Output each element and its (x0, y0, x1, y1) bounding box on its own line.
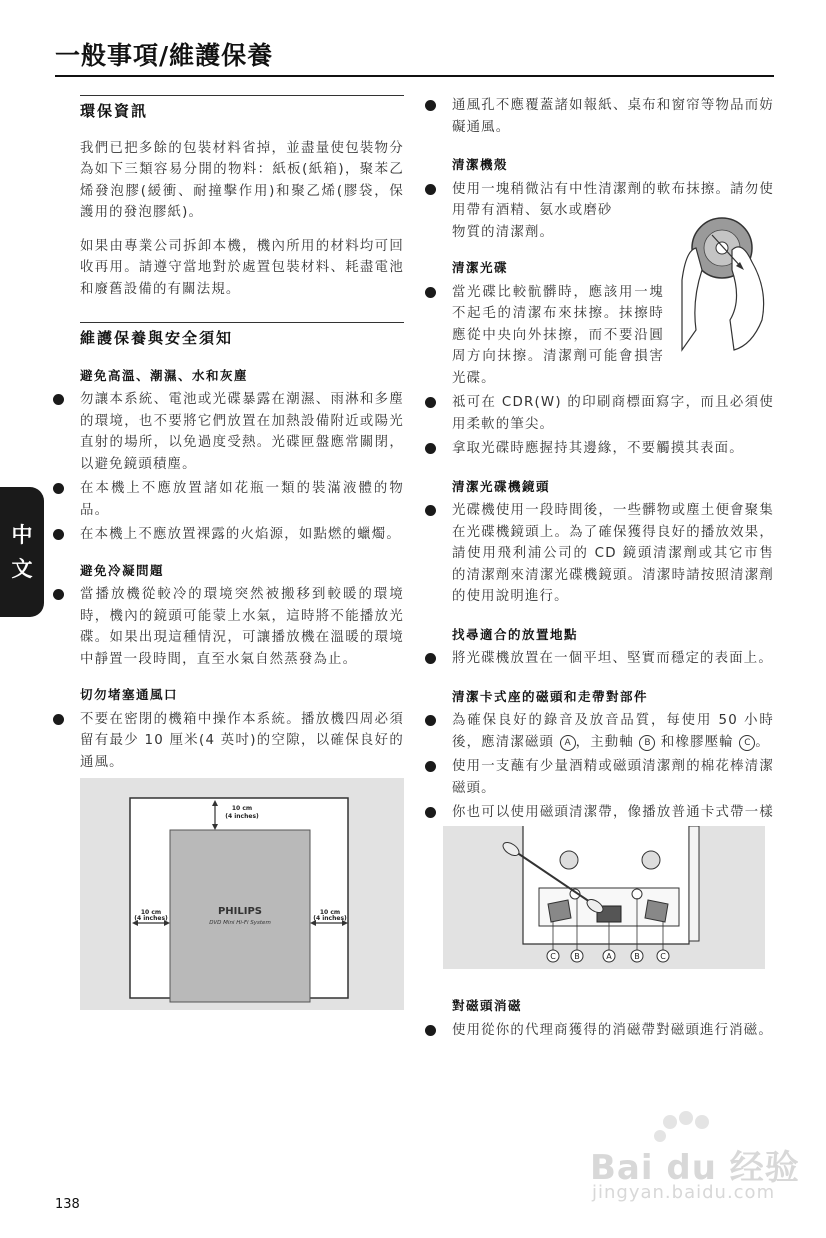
language-char-2: 文 (11, 557, 33, 581)
placement-text: 將光碟機放置在一個平坦、堅實而穩定的表面上。 (452, 651, 773, 666)
bullet-icon (425, 397, 436, 408)
case-text-2: 物質的清潔劑。 (452, 224, 555, 240)
left-gap-label: 10 cm (140, 909, 162, 916)
list-item (452, 648, 774, 670)
edge-text: 拿取光碟時應握持其邊緣，不要觸摸其表面。 (452, 441, 744, 456)
cdrw-text: 祗可在 CDR(W) 的印刷商標面寫字，而且必須使用柔軟的筆尖。 (452, 395, 774, 432)
bullet-icon (53, 529, 64, 540)
bullet-icon (53, 714, 64, 725)
bullet-icon (425, 653, 436, 664)
disc-cleaning-illustration (672, 210, 774, 362)
disc-text: 當光碟比較骯髒時，應該用一塊不起毛的清潔布來抹擦。抹擦時應從中央向外抹擦，而不要沿圓周方向抹擦。清潔劑可能會損害光碟。 (452, 284, 664, 386)
brand-logo: PHILIPS (217, 906, 263, 917)
tape-deck-diagram (443, 826, 765, 969)
roller-c-icon: C (739, 735, 755, 751)
top-gap-label: 10 cm (231, 805, 253, 812)
model-label: DVD Mini Hi-Fi System (209, 920, 271, 926)
demag-text: 使用從你的代理商獲得的消磁帶對磁頭進行消磁。 (452, 1022, 773, 1038)
capstan-right-icon (632, 889, 642, 899)
swab-text: 使用一支蘸有少量酒精或磁頭清潔劑的棉花棒清潔磁頭。 (452, 759, 774, 796)
list-item (80, 389, 404, 475)
right-gap-label-inches: (4 inches) (313, 915, 347, 922)
heat-subheading: 避免高溫、潮濕、水和灰塵 (80, 367, 249, 383)
page-title: 一般事項/維護保養 (55, 41, 274, 70)
ventilation-diagram (80, 778, 404, 1010)
case-subheading: 清潔機殼 (452, 157, 509, 172)
cleaning-tape-text: 你也可以使用磁頭清潔帶，像播放普通卡式帶一樣 (452, 805, 774, 820)
bullet-icon (53, 589, 64, 600)
bullet-icon (425, 1025, 436, 1036)
pinch-roller-right-icon (645, 900, 668, 922)
vent-cover-text: 通風孔不應覆蓋諸如報紙、桌布和窗帘等物品而妨礙通風。 (452, 98, 774, 135)
list-item (80, 524, 404, 546)
list-item (452, 500, 774, 608)
title-rule (55, 75, 774, 77)
list-item (452, 392, 774, 435)
right-spindle-icon (642, 851, 660, 869)
capstan-b-icon: B (639, 735, 655, 751)
ventilation-figure (80, 778, 404, 1010)
list-item (452, 282, 664, 390)
bullet-icon (425, 443, 436, 454)
tape-text-c: 和橡膠壓輪 (660, 734, 734, 750)
list-item (452, 710, 774, 753)
deck-door (689, 826, 699, 941)
tape-label: A (606, 952, 612, 961)
tape-subheading: 清潔卡式座的磁頭和走帶對部件 (452, 688, 649, 704)
bullet-icon (425, 505, 436, 516)
placement-subheading: 找尋適合的放置地點 (452, 626, 579, 642)
watermark-text: Bai du 经验 (590, 1148, 800, 1188)
language-char-1: 中 (11, 523, 33, 547)
bullet-icon (425, 807, 436, 818)
list-item (80, 478, 404, 521)
top-gap-label-inches: (4 inches) (225, 813, 259, 820)
hand-disc-drawing (672, 210, 774, 362)
tape-label: C (660, 952, 666, 961)
list-item (452, 95, 774, 138)
right-column (452, 95, 774, 848)
demag-subheading: 對磁頭消磁 (452, 998, 523, 1013)
list-item (452, 756, 774, 799)
disc-subheading: 清潔光碟 (452, 260, 509, 275)
case-text-1: 使用一塊稍微沾有中性清潔劑的軟布抹擦。請勿使用帶有酒精、氨水或磨砂 (452, 181, 774, 218)
left-spindle-icon (560, 851, 578, 869)
bullet-icon (53, 483, 64, 494)
left-hand-icon (682, 248, 702, 350)
page-number: 138 (55, 1197, 80, 1212)
bullet-icon (425, 100, 436, 111)
vent-text: 不要在密閉的機箱中操作本系統。播放機四周必須留有最少 10 厘米(4 英吋)的空隙，以確保良好的通風。 (80, 711, 404, 770)
tape-label: B (574, 952, 580, 961)
right-hand-icon (730, 247, 764, 350)
tape-text-b: ，主動軸 (575, 734, 634, 750)
list-item (452, 1020, 774, 1042)
language-tab (0, 487, 44, 617)
demag-section (452, 985, 774, 1044)
watermark-url: jingyan.baidu.com (592, 1182, 776, 1203)
condensation-subheading: 避免冷凝問題 (80, 562, 165, 578)
lens-text: 光碟機使用一段時間後，一些髒物或塵土便會聚集在光碟機鏡頭上。為了確保獲得良好的播放效果，請使用飛利浦公司的 CD 鏡頭清潔劑或其它市售的清潔劑來清潔光碟機鏡頭。清潔時請按照清潔劑的使用說明進行。 (452, 503, 774, 604)
tape-deck-figure (443, 826, 765, 969)
list-item (80, 709, 404, 774)
left-gap-label-inches: (4 inches) (134, 915, 168, 922)
env-paragraph-1: 我們已把多餘的包裝材料省掉，並盡量使包裝物分為如下三類容易分開的物料：紙板(紙箱)，聚苯乙烯發泡膠(緩衝、耐撞擊作用)和聚乙烯(膠袋，保護用的發泡膠紙)。 (80, 140, 404, 220)
section-rule (80, 322, 404, 323)
list-item (452, 438, 774, 460)
env-heading: 環保資訊 (80, 102, 149, 120)
bullet-icon (425, 715, 436, 726)
bullet-icon (425, 184, 436, 195)
bullet-icon (425, 761, 436, 772)
tape-text-a: 為確保良好的錄音及放音品質，每使用 50 小時後，應清潔磁頭 (452, 713, 774, 750)
heat-text: 勿讓本系統、電池或光碟暴露在潮濕、雨淋和多塵的環境，也不要將它們放置在加熱設備附近或陽光直射的場所，以免過度受熱。光碟匣盤應常關閉，以避免鏡頭積塵。 (80, 392, 404, 472)
safety-heading: 維護保養與安全須知 (80, 329, 234, 347)
vent-subheading: 切勿堵塞通風口 (80, 687, 179, 702)
tape-label: B (634, 952, 640, 961)
bullet-icon (53, 394, 64, 405)
left-column (80, 95, 404, 776)
env-paragraph-2: 如果由專業公司拆卸本機，機內所用的材料均可回收再用。請遵守當地對於處置包裝材料、耗盡電池和廢舊設備的有關法規。 (80, 238, 404, 297)
pinch-roller-left-icon (548, 900, 571, 922)
lens-subheading: 清潔光碟機鏡頭 (452, 478, 551, 494)
flame-text: 在本機上不應放置裸露的火焰源，如點燃的蠟燭。 (80, 527, 401, 542)
right-gap-label: 10 cm (319, 909, 341, 916)
section-rule (80, 95, 404, 96)
bullet-icon (425, 287, 436, 298)
condensation-text: 當播放機從較冷的環境突然被搬移到較暖的環境時，機內的鏡頭可能蒙上水氣，這時將不能播放光碟。如果出現這種情況，可讓播放機在溫暖的環境中靜置一段時間，直至水氣自然蒸發為止。 (80, 587, 404, 667)
tape-text-d: 。 (755, 734, 770, 750)
tape-label: C (550, 952, 556, 961)
liquid-text: 在本機上不應放置諸如花瓶一類的裝滿液體的物品。 (80, 481, 404, 518)
head-a-icon: A (560, 735, 576, 751)
list-item (80, 584, 404, 670)
